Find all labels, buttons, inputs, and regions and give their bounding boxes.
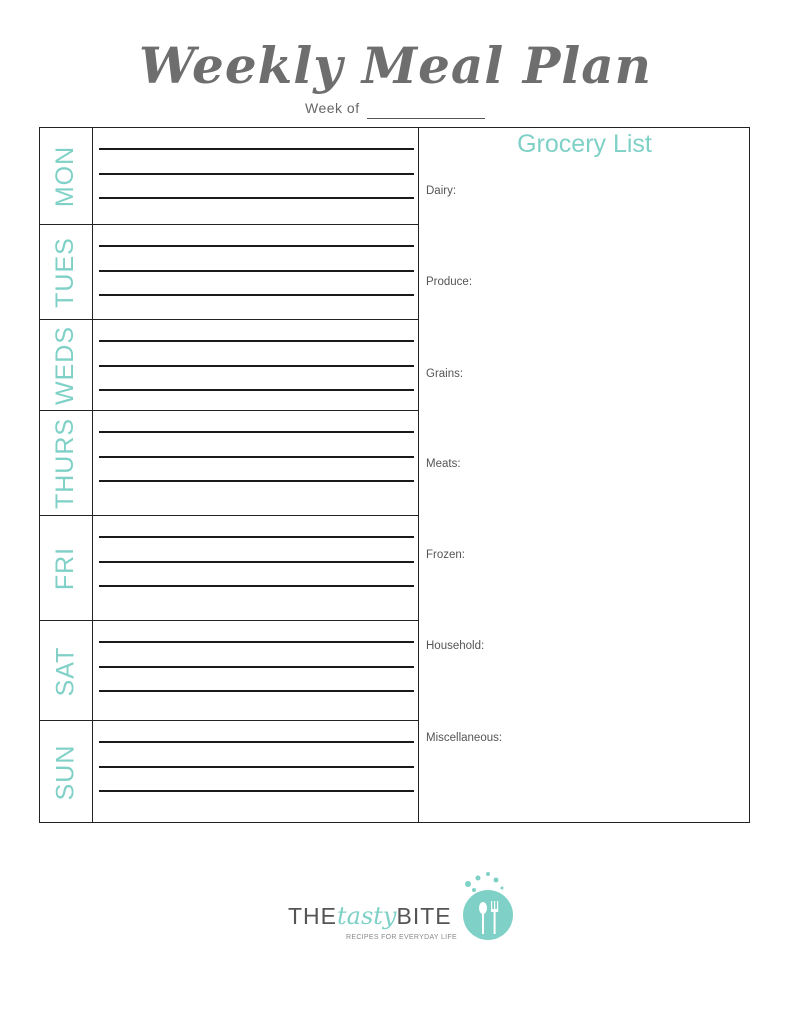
- grocery-category-meats: Meats:: [426, 458, 461, 470]
- meal-line[interactable]: [99, 245, 414, 247]
- day-label-mon: MON: [51, 145, 80, 207]
- day-row-sat: [39, 621, 419, 721]
- meal-line[interactable]: [99, 585, 414, 587]
- fork-spoon-bubble-icon: [454, 870, 516, 946]
- page-title: Weekly Meal Plan: [138, 36, 653, 95]
- meal-line[interactable]: [99, 666, 414, 668]
- day-row-thurs: [39, 411, 419, 516]
- meal-line[interactable]: [99, 741, 414, 743]
- day-label-tues: TUES: [51, 237, 79, 308]
- meal-line[interactable]: [99, 148, 414, 150]
- meal-line[interactable]: [99, 641, 414, 643]
- meal-line[interactable]: [99, 561, 414, 563]
- day-row-tues: [39, 225, 419, 320]
- grocery-category-household: Household:: [426, 640, 485, 652]
- day-label-thurs: THURS: [51, 417, 80, 510]
- meal-line[interactable]: [99, 790, 414, 792]
- day-label-weds: WEDS: [51, 326, 79, 405]
- grocery-category-dairy: Dairy:: [426, 185, 457, 197]
- meal-line[interactable]: [99, 431, 414, 433]
- grocery-category-grains: Grains:: [426, 368, 464, 380]
- meal-line[interactable]: [99, 340, 414, 342]
- meal-line[interactable]: [99, 456, 414, 458]
- day-label-sun: SUN: [51, 744, 80, 800]
- meal-line[interactable]: [99, 690, 414, 692]
- day-row-sun: [39, 721, 419, 823]
- brand-logo: [288, 870, 518, 950]
- day-row-mon: [39, 127, 419, 225]
- meal-line[interactable]: [99, 197, 414, 199]
- day-row-fri: [39, 516, 419, 621]
- meal-line[interactable]: [99, 270, 414, 272]
- logo-tagline: RECIPES FOR EVERYDAY LIFE: [346, 934, 457, 941]
- week-of-label: Week of: [305, 100, 360, 116]
- grocery-category-miscellaneous: Miscellaneous:: [426, 732, 503, 744]
- meal-line[interactable]: [99, 766, 414, 768]
- day-label-sat: SAT: [50, 646, 79, 696]
- day-label-fri: FRI: [51, 546, 79, 591]
- meal-line[interactable]: [99, 294, 414, 296]
- week-of-blank[interactable]: [367, 118, 485, 119]
- meal-line[interactable]: [99, 365, 414, 367]
- meal-line[interactable]: [99, 173, 414, 175]
- meal-line[interactable]: [99, 480, 414, 482]
- grocery-list-title: Grocery List: [517, 130, 652, 158]
- logo-wordmark: THEtastyBITE: [288, 902, 452, 930]
- grocery-category-produce: Produce:: [426, 276, 473, 288]
- grocery-category-frozen: Frozen:: [426, 549, 465, 561]
- meal-line[interactable]: [99, 389, 414, 391]
- meal-line[interactable]: [99, 536, 414, 538]
- day-row-weds: [39, 320, 419, 411]
